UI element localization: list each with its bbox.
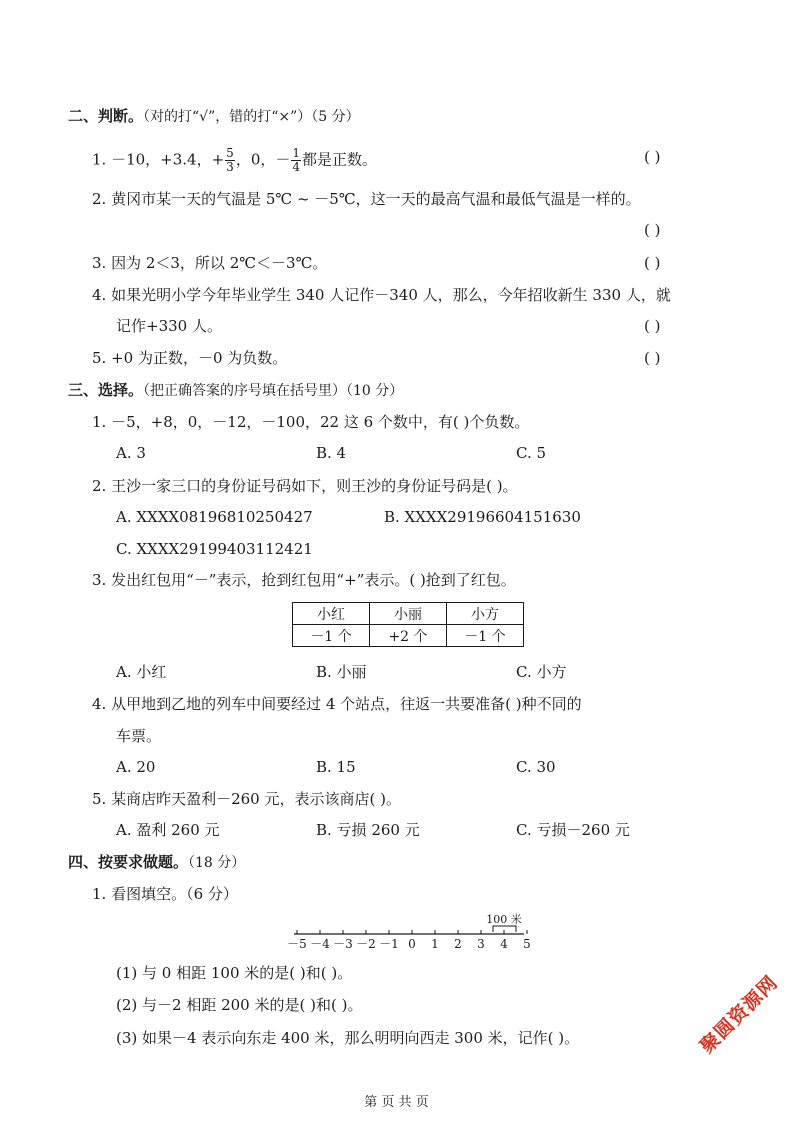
s4-sub-question-2: (2) 与－2 相距 200 米的是( )和( )。	[116, 996, 363, 1014]
s3-q2-option-a[interactable]: A. XXXX08196810250427	[116, 508, 313, 526]
s3-q4-option-b[interactable]: B. 15	[316, 758, 356, 776]
s2-question-4-line-2: 记作+330 人。	[116, 317, 222, 335]
s2-question-4-line-1: 4. 如果光明小学今年毕业学生 340 人记作－340 人，那么，今年招收新生 330 人，就	[92, 286, 671, 304]
number-line-tick-label: －5	[287, 937, 307, 951]
number-line-tick-label: －4	[310, 937, 330, 951]
section-3-note: （把正确答案的序号填在括号里）（10 分）	[143, 383, 404, 399]
s2-question-5: 5. +0 为正数，－0 为负数。	[92, 349, 288, 367]
table-cell: －1 个	[293, 625, 370, 647]
s2-q5-answer[interactable]: ( )	[644, 349, 661, 367]
number-line-tick-label: 0	[408, 937, 416, 951]
number-line-tick-label: 3	[477, 937, 485, 951]
s2-q1-suffix: 都是正数。	[302, 150, 378, 169]
section-2-note: （对的打“√”，错的打“×”）（5 分）	[143, 109, 360, 125]
table-cell: +2 个	[370, 625, 447, 647]
number-line-tick-label: 5	[523, 937, 531, 951]
page-footer: 第 页 共 页	[364, 1095, 429, 1110]
number-line-tick-label: －1	[379, 937, 399, 951]
number-line	[280, 912, 540, 954]
watermark-logo: 聚圆资源网	[695, 971, 783, 1058]
table-header-cell: 小红	[293, 603, 370, 625]
section-3-heading	[68, 380, 403, 401]
s2-question-2: 2. 黄冈市某一天的气温是 5℃ ~ －5℃，这一天的最高气温和最低气温是一样的。	[92, 190, 641, 208]
s3-q3-option-b[interactable]: B. 小丽	[316, 663, 367, 681]
section-4-note: （18 分）	[188, 855, 246, 871]
s3-q3-option-c[interactable]: C. 小方	[516, 663, 567, 681]
s4-sub-question-1: (1) 与 0 相距 100 米的是( )和( )。	[116, 964, 353, 982]
s4-question-1: 1. 看图填空。（6 分）	[92, 885, 238, 903]
s2-question-1	[92, 147, 377, 174]
table-cell: －1 个	[447, 625, 524, 647]
s4-sub-question-3: (3) 如果－4 表示向东走 400 米，那么明明向西走 300 米，记作( )。	[116, 1029, 580, 1047]
s3-question-4-line-2: 车票。	[116, 727, 162, 745]
s3-q4-option-a[interactable]: A. 20	[116, 758, 156, 776]
s2-q1-mid: ，0，－	[235, 150, 291, 169]
fraction-5-3: $\frac{5}{3}$	[226, 146, 234, 174]
s3-q5-option-a[interactable]: A. 盈利 260 元	[116, 821, 220, 839]
section-3-title: 三、选择。	[68, 381, 144, 399]
table-header-cell: 小方	[447, 603, 524, 625]
section-2-title: 二、判断。	[68, 107, 144, 125]
red-packet-table	[292, 602, 524, 647]
section-4-title: 四、按要求做题。	[68, 853, 189, 871]
s3-q4-option-c[interactable]: C. 30	[516, 758, 556, 776]
s3-q1-option-c[interactable]: C. 5	[516, 444, 547, 462]
s3-q3-option-a[interactable]: A. 小红	[116, 663, 167, 681]
section-2-heading	[68, 106, 360, 127]
s3-q5-option-b[interactable]: B. 亏损 260 元	[316, 821, 420, 839]
s3-question-2: 2. 王沙一家三口的身份证号码如下，则王沙的身份证号码是( )。	[92, 477, 518, 495]
table-row	[293, 625, 524, 647]
number-line-tick-label: 4	[500, 937, 508, 951]
s3-question-1: 1. －5，+8，0，－12，－100，22 这 6 个数中，有( )个负数。	[92, 413, 530, 431]
s2-q1-answer[interactable]: ( )	[644, 148, 661, 166]
scale-label: 100 米	[486, 913, 522, 926]
s2-q1-prefix: 1. －10，+3.4，+	[92, 150, 225, 169]
number-line-tick-label: 1	[431, 937, 439, 951]
number-line-tick-label: －3	[333, 937, 353, 951]
fraction-1-4: $\frac{1}{4}$	[292, 146, 300, 174]
s3-q1-option-b[interactable]: B. 4	[316, 444, 347, 462]
s2-q2-answer[interactable]: ( )	[644, 221, 661, 239]
s3-q2-option-b[interactable]: B. XXXX29196604151630	[384, 508, 581, 526]
table-header-row	[293, 603, 524, 625]
number-line-labels	[287, 937, 531, 951]
number-line-tick-label: 2	[454, 937, 462, 951]
section-4-heading	[68, 852, 245, 873]
s3-question-4-line-1: 4. 从甲地到乙地的列车中间要经过 4 个站点，往返一共要准备( )种不同的	[92, 695, 582, 713]
number-line-tick-label: －2	[356, 937, 376, 951]
table-header-cell: 小丽	[370, 603, 447, 625]
s2-q3-answer[interactable]: ( )	[644, 254, 661, 272]
s3-question-3: 3. 发出红包用“－”表示，抢到红包用“+”表示。( )抢到了红包。	[92, 571, 516, 589]
s3-q1-option-a[interactable]: A. 3	[116, 444, 146, 462]
s3-q5-option-c[interactable]: C. 亏损－260 元	[516, 821, 630, 839]
s2-question-3: 3. 因为 2＜3，所以 2℃＜－3℃。	[92, 254, 328, 272]
s3-q2-option-c[interactable]: C. XXXX29199403112421	[116, 540, 313, 558]
s2-q4-answer[interactable]: ( )	[644, 317, 661, 335]
s3-question-5: 5. 某商店昨天盈利－260 元，表示该商店( )。	[92, 790, 401, 808]
